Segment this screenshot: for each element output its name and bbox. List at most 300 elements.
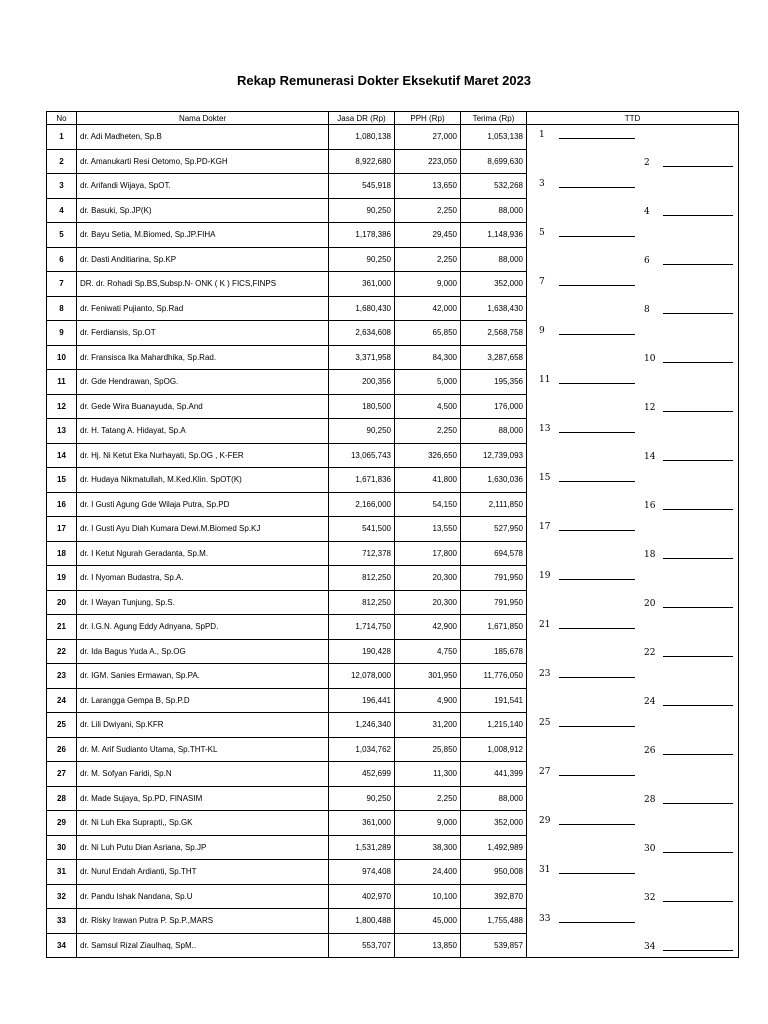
signature-number: 33 bbox=[539, 913, 551, 924]
cell-nama: dr. Gede Wira Buanayuda, Sp.And bbox=[77, 394, 329, 419]
signature-number: 3 bbox=[539, 178, 545, 189]
cell-no: 10 bbox=[47, 345, 77, 370]
table-row bbox=[47, 933, 739, 958]
cell-nama: dr. Ferdiansis, Sp.OT bbox=[77, 321, 329, 346]
signature-line bbox=[663, 950, 733, 951]
table-row bbox=[47, 149, 739, 174]
cell-pph: 10,100 bbox=[395, 884, 461, 909]
signature-line bbox=[559, 481, 635, 482]
signature-line bbox=[559, 579, 635, 580]
cell-nama: dr. Bayu Setia, M.Biomed, Sp.JP.FIHA bbox=[77, 223, 329, 248]
cell-no: 14 bbox=[47, 443, 77, 468]
signature-cell bbox=[527, 835, 739, 860]
cell-terima: 3,287,658 bbox=[461, 345, 527, 370]
signature-line bbox=[559, 432, 635, 433]
signature-line bbox=[663, 215, 733, 216]
signature-number: 24 bbox=[644, 697, 656, 707]
signature-cell bbox=[527, 566, 739, 591]
cell-no: 6 bbox=[47, 247, 77, 272]
signature-number: 10 bbox=[644, 354, 656, 364]
signature-number: 5 bbox=[539, 227, 545, 238]
table-row bbox=[47, 688, 739, 713]
cell-terima: 791,950 bbox=[461, 566, 527, 591]
cell-nama: dr. Basuki, Sp.JP(K) bbox=[77, 198, 329, 223]
cell-jasa: 712,378 bbox=[329, 541, 395, 566]
cell-terima: 88,000 bbox=[461, 198, 527, 223]
cell-no: 23 bbox=[47, 664, 77, 689]
table-row bbox=[47, 811, 739, 836]
cell-no: 33 bbox=[47, 909, 77, 934]
table-row bbox=[47, 125, 739, 150]
cell-no: 17 bbox=[47, 517, 77, 542]
signature-number: 20 bbox=[644, 599, 656, 609]
signature-line bbox=[663, 803, 733, 804]
cell-no: 21 bbox=[47, 615, 77, 640]
signature-cell bbox=[527, 786, 739, 811]
signature-number: 30 bbox=[644, 844, 656, 854]
table-row bbox=[47, 443, 739, 468]
signature-number: 16 bbox=[644, 501, 656, 511]
cell-pph: 42,000 bbox=[395, 296, 461, 321]
signature-number: 15 bbox=[539, 472, 551, 483]
cell-pph: 54,150 bbox=[395, 492, 461, 517]
signature-line bbox=[559, 138, 635, 139]
table-row bbox=[47, 174, 739, 199]
cell-nama: dr. I Gusti Ayu Diah Kumara Dewi.M.Biomed Sp.KJ bbox=[77, 517, 329, 542]
cell-pph: 2,250 bbox=[395, 419, 461, 444]
cell-no: 19 bbox=[47, 566, 77, 591]
cell-no: 28 bbox=[47, 786, 77, 811]
signature-line bbox=[559, 824, 635, 825]
cell-jasa: 545,918 bbox=[329, 174, 395, 199]
table-row bbox=[47, 198, 739, 223]
signature-line bbox=[559, 334, 635, 335]
cell-terima: 1,638,430 bbox=[461, 296, 527, 321]
signature-line bbox=[663, 460, 733, 461]
signature-line bbox=[663, 509, 733, 510]
header-nama: Nama Dokter bbox=[77, 112, 329, 125]
cell-nama: dr. I.G.N. Agung Eddy Adnyana, SpPD. bbox=[77, 615, 329, 640]
cell-pph: 2,250 bbox=[395, 247, 461, 272]
signature-number: 28 bbox=[644, 795, 656, 805]
cell-no: 18 bbox=[47, 541, 77, 566]
signature-line bbox=[663, 264, 733, 265]
signature-line bbox=[663, 705, 733, 706]
signature-line bbox=[663, 411, 733, 412]
signature-number: 31 bbox=[539, 864, 551, 875]
table-row bbox=[47, 321, 739, 346]
cell-pph: 4,900 bbox=[395, 688, 461, 713]
signature-line bbox=[559, 236, 635, 237]
cell-jasa: 402,970 bbox=[329, 884, 395, 909]
cell-jasa: 1,714,750 bbox=[329, 615, 395, 640]
cell-terima: 1,630,036 bbox=[461, 468, 527, 493]
table-row bbox=[47, 296, 739, 321]
cell-no: 11 bbox=[47, 370, 77, 395]
cell-nama: dr. Ni Luh Eka Suprapti,, Sp.GK bbox=[77, 811, 329, 836]
signature-cell bbox=[527, 615, 739, 640]
cell-jasa: 1,800,488 bbox=[329, 909, 395, 934]
table-row bbox=[47, 517, 739, 542]
cell-jasa: 90,250 bbox=[329, 198, 395, 223]
cell-nama: dr. I Nyoman Budastra, Sp.A. bbox=[77, 566, 329, 591]
signature-cell bbox=[527, 639, 739, 664]
header-pph: PPH (Rp) bbox=[395, 112, 461, 125]
signature-cell bbox=[527, 884, 739, 909]
signature-line bbox=[559, 726, 635, 727]
cell-jasa: 2,166,000 bbox=[329, 492, 395, 517]
cell-no: 3 bbox=[47, 174, 77, 199]
signature-number: 6 bbox=[644, 256, 650, 266]
cell-terima: 1,492,989 bbox=[461, 835, 527, 860]
cell-jasa: 12,078,000 bbox=[329, 664, 395, 689]
signature-cell bbox=[527, 541, 739, 566]
cell-terima: 791,950 bbox=[461, 590, 527, 615]
cell-nama: dr. H. Tatang A. Hidayat, Sp.A bbox=[77, 419, 329, 444]
signature-number: 14 bbox=[644, 452, 656, 462]
signature-line bbox=[663, 166, 733, 167]
cell-terima: 1,671,850 bbox=[461, 615, 527, 640]
cell-jasa: 1,671,836 bbox=[329, 468, 395, 493]
signature-cell bbox=[527, 198, 739, 223]
cell-nama: dr. I Ketut Ngurah Geradanta, Sp.M. bbox=[77, 541, 329, 566]
remuneration-table bbox=[46, 111, 739, 958]
signature-number: 29 bbox=[539, 815, 551, 826]
signature-line bbox=[559, 530, 635, 531]
table-row bbox=[47, 737, 739, 762]
cell-nama: dr. Hj. Ni Ketut Eka Nurhayati, Sp.OG , K-FER bbox=[77, 443, 329, 468]
cell-no: 26 bbox=[47, 737, 77, 762]
signature-cell bbox=[527, 762, 739, 787]
signature-cell bbox=[527, 174, 739, 199]
cell-jasa: 812,250 bbox=[329, 590, 395, 615]
cell-nama: dr. Hudaya Nikmatullah, M.Ked.Klin. SpOT(K) bbox=[77, 468, 329, 493]
table-row bbox=[47, 639, 739, 664]
cell-terima: 1,148,936 bbox=[461, 223, 527, 248]
cell-pph: 42,900 bbox=[395, 615, 461, 640]
cell-terima: 1,008,912 bbox=[461, 737, 527, 762]
cell-pph: 2,250 bbox=[395, 786, 461, 811]
cell-jasa: 553,707 bbox=[329, 933, 395, 958]
cell-no: 5 bbox=[47, 223, 77, 248]
table-row bbox=[47, 345, 739, 370]
cell-jasa: 90,250 bbox=[329, 786, 395, 811]
cell-no: 29 bbox=[47, 811, 77, 836]
cell-nama: dr. Samsul Rizal Ziaulhaq, SpM.. bbox=[77, 933, 329, 958]
cell-terima: 2,568,758 bbox=[461, 321, 527, 346]
signature-cell bbox=[527, 688, 739, 713]
cell-pph: 326,650 bbox=[395, 443, 461, 468]
signature-number: 23 bbox=[539, 668, 551, 679]
table-row bbox=[47, 370, 739, 395]
table-row bbox=[47, 664, 739, 689]
cell-jasa: 196,441 bbox=[329, 688, 395, 713]
cell-terima: 694,578 bbox=[461, 541, 527, 566]
signature-number: 13 bbox=[539, 423, 551, 434]
signature-line bbox=[663, 852, 733, 853]
cell-nama: dr. Ida Bagus Yuda A., Sp.OG bbox=[77, 639, 329, 664]
cell-jasa: 1,531,289 bbox=[329, 835, 395, 860]
cell-terima: 176,000 bbox=[461, 394, 527, 419]
document-title: Rekap Remunerasi Dokter Eksekutif Maret 2023 bbox=[236, 73, 532, 88]
cell-jasa: 2,634,608 bbox=[329, 321, 395, 346]
cell-no: 31 bbox=[47, 860, 77, 885]
cell-terima: 1,215,140 bbox=[461, 713, 527, 738]
cell-pph: 84,300 bbox=[395, 345, 461, 370]
signature-number: 27 bbox=[539, 766, 551, 777]
signature-line bbox=[663, 558, 733, 559]
cell-pph: 4,750 bbox=[395, 639, 461, 664]
signature-cell bbox=[527, 321, 739, 346]
table-row bbox=[47, 713, 739, 738]
signature-number: 25 bbox=[539, 717, 551, 728]
table-row bbox=[47, 566, 739, 591]
cell-pph: 9,000 bbox=[395, 811, 461, 836]
signature-cell bbox=[527, 713, 739, 738]
cell-terima: 1,053,138 bbox=[461, 125, 527, 150]
cell-pph: 223,050 bbox=[395, 149, 461, 174]
cell-jasa: 974,408 bbox=[329, 860, 395, 885]
signature-cell bbox=[527, 443, 739, 468]
signature-line bbox=[559, 285, 635, 286]
cell-jasa: 1,246,340 bbox=[329, 713, 395, 738]
signature-cell bbox=[527, 394, 739, 419]
cell-pph: 13,850 bbox=[395, 933, 461, 958]
signature-number: 18 bbox=[644, 550, 656, 560]
signature-cell bbox=[527, 811, 739, 836]
cell-terima: 1,755,488 bbox=[461, 909, 527, 934]
cell-pph: 13,650 bbox=[395, 174, 461, 199]
cell-terima: 195,356 bbox=[461, 370, 527, 395]
cell-jasa: 180,500 bbox=[329, 394, 395, 419]
signature-cell bbox=[527, 345, 739, 370]
cell-jasa: 90,250 bbox=[329, 247, 395, 272]
signature-cell bbox=[527, 419, 739, 444]
cell-nama: dr. Made Sujaya, Sp.PD, FINASIM bbox=[77, 786, 329, 811]
table-row bbox=[47, 615, 739, 640]
signature-line bbox=[663, 754, 733, 755]
cell-terima: 2,111,850 bbox=[461, 492, 527, 517]
cell-jasa: 8,922,680 bbox=[329, 149, 395, 174]
table-row bbox=[47, 247, 739, 272]
cell-jasa: 361,000 bbox=[329, 811, 395, 836]
cell-pph: 5,000 bbox=[395, 370, 461, 395]
signature-number: 2 bbox=[644, 158, 650, 168]
cell-nama: DR. dr. Rohadi Sp.BS,Subsp.N- ONK ( K ) FICS,FINPS bbox=[77, 272, 329, 297]
cell-terima: 12,739,093 bbox=[461, 443, 527, 468]
signature-number: 4 bbox=[644, 207, 650, 217]
cell-jasa: 1,080,138 bbox=[329, 125, 395, 150]
table-row bbox=[47, 884, 739, 909]
signature-cell bbox=[527, 223, 739, 248]
cell-nama: dr. Nurul Endah Ardianti, Sp.THT bbox=[77, 860, 329, 885]
cell-terima: 11,776,050 bbox=[461, 664, 527, 689]
cell-pph: 38,300 bbox=[395, 835, 461, 860]
signature-line bbox=[559, 677, 635, 678]
cell-nama: dr. Fransisca Ika Mahardhika, Sp.Rad. bbox=[77, 345, 329, 370]
signature-number: 26 bbox=[644, 746, 656, 756]
cell-no: 7 bbox=[47, 272, 77, 297]
cell-no: 30 bbox=[47, 835, 77, 860]
signature-cell bbox=[527, 370, 739, 395]
cell-pph: 25,850 bbox=[395, 737, 461, 762]
cell-nama: dr. I Wayan Tunjung, Sp.S. bbox=[77, 590, 329, 615]
cell-jasa: 190,428 bbox=[329, 639, 395, 664]
cell-jasa: 1,680,430 bbox=[329, 296, 395, 321]
cell-nama: dr. Dasti Anditiarina, Sp.KP bbox=[77, 247, 329, 272]
cell-terima: 88,000 bbox=[461, 419, 527, 444]
cell-pph: 65,850 bbox=[395, 321, 461, 346]
cell-nama: dr. Gde Hendrawan, SpOG. bbox=[77, 370, 329, 395]
signature-number: 9 bbox=[539, 325, 545, 336]
signature-cell bbox=[527, 517, 739, 542]
table-row bbox=[47, 541, 739, 566]
header-no: No bbox=[47, 112, 77, 125]
cell-pph: 4,500 bbox=[395, 394, 461, 419]
signature-line bbox=[559, 922, 635, 923]
signature-line bbox=[559, 873, 635, 874]
cell-no: 9 bbox=[47, 321, 77, 346]
signature-cell bbox=[527, 125, 739, 150]
cell-nama: dr. Ni Luh Putu Dian Asriana, Sp.JP bbox=[77, 835, 329, 860]
cell-nama: dr. Adi Madheten, Sp.B bbox=[77, 125, 329, 150]
cell-pph: 27,000 bbox=[395, 125, 461, 150]
cell-nama: dr. IGM. Sanies Ermawan, Sp.PA. bbox=[77, 664, 329, 689]
signature-line bbox=[663, 607, 733, 608]
cell-pph: 29,450 bbox=[395, 223, 461, 248]
table-row bbox=[47, 909, 739, 934]
signature-number: 12 bbox=[644, 403, 656, 413]
cell-nama: dr. Larangga Gempa B, Sp.P.D bbox=[77, 688, 329, 713]
table-header-row bbox=[47, 112, 739, 125]
signature-line bbox=[559, 628, 635, 629]
cell-jasa: 1,178,386 bbox=[329, 223, 395, 248]
cell-terima: 532,268 bbox=[461, 174, 527, 199]
cell-no: 22 bbox=[47, 639, 77, 664]
cell-jasa: 3,371,958 bbox=[329, 345, 395, 370]
signature-number: 11 bbox=[539, 374, 551, 385]
cell-terima: 950,008 bbox=[461, 860, 527, 885]
cell-pph: 13,550 bbox=[395, 517, 461, 542]
cell-terima: 539,857 bbox=[461, 933, 527, 958]
signature-line bbox=[559, 187, 635, 188]
cell-pph: 20,300 bbox=[395, 566, 461, 591]
signature-line bbox=[559, 775, 635, 776]
signature-number: 7 bbox=[539, 276, 545, 287]
cell-nama: dr. Amanukarti Resi Oetomo, Sp.PD-KGH bbox=[77, 149, 329, 174]
cell-terima: 441,399 bbox=[461, 762, 527, 787]
cell-terima: 527,950 bbox=[461, 517, 527, 542]
cell-jasa: 541,500 bbox=[329, 517, 395, 542]
cell-jasa: 13,065,743 bbox=[329, 443, 395, 468]
cell-no: 4 bbox=[47, 198, 77, 223]
cell-jasa: 452,699 bbox=[329, 762, 395, 787]
cell-no: 32 bbox=[47, 884, 77, 909]
cell-no: 2 bbox=[47, 149, 77, 174]
cell-no: 25 bbox=[47, 713, 77, 738]
cell-pph: 9,000 bbox=[395, 272, 461, 297]
signature-line bbox=[663, 901, 733, 902]
signature-cell bbox=[527, 933, 739, 958]
cell-terima: 8,699,630 bbox=[461, 149, 527, 174]
signature-cell bbox=[527, 272, 739, 297]
signature-line bbox=[663, 313, 733, 314]
cell-terima: 352,000 bbox=[461, 272, 527, 297]
cell-nama: dr. Arifandi Wijaya, SpOT. bbox=[77, 174, 329, 199]
signature-cell bbox=[527, 737, 739, 762]
cell-pph: 2,250 bbox=[395, 198, 461, 223]
signature-cell bbox=[527, 468, 739, 493]
signature-cell bbox=[527, 860, 739, 885]
signature-cell bbox=[527, 492, 739, 517]
cell-no: 27 bbox=[47, 762, 77, 787]
cell-no: 24 bbox=[47, 688, 77, 713]
table-row bbox=[47, 468, 739, 493]
cell-nama: dr. I Gusti Agung Gde Wilaja Putra, Sp.PD bbox=[77, 492, 329, 517]
signature-cell bbox=[527, 909, 739, 934]
cell-jasa: 1,034,762 bbox=[329, 737, 395, 762]
cell-pph: 301,950 bbox=[395, 664, 461, 689]
cell-terima: 352,000 bbox=[461, 811, 527, 836]
cell-jasa: 200,356 bbox=[329, 370, 395, 395]
table-row bbox=[47, 786, 739, 811]
cell-no: 1 bbox=[47, 125, 77, 150]
signature-number: 19 bbox=[539, 570, 551, 581]
signature-number: 21 bbox=[539, 619, 551, 630]
header-ttd: TTD bbox=[527, 112, 739, 125]
cell-nama: dr. M. Arif Sudianto Utama, Sp.THT-KL bbox=[77, 737, 329, 762]
cell-terima: 88,000 bbox=[461, 786, 527, 811]
cell-no: 15 bbox=[47, 468, 77, 493]
cell-no: 8 bbox=[47, 296, 77, 321]
cell-pph: 41,800 bbox=[395, 468, 461, 493]
table-row bbox=[47, 835, 739, 860]
cell-pph: 20,300 bbox=[395, 590, 461, 615]
signature-cell bbox=[527, 590, 739, 615]
cell-terima: 185,678 bbox=[461, 639, 527, 664]
table-row bbox=[47, 492, 739, 517]
header-terima: Terima (Rp) bbox=[461, 112, 527, 125]
signature-number: 34 bbox=[644, 942, 656, 952]
cell-nama: dr. Lili Dwiyani, Sp.KFR bbox=[77, 713, 329, 738]
signature-line bbox=[663, 362, 733, 363]
cell-pph: 17,800 bbox=[395, 541, 461, 566]
signature-number: 8 bbox=[644, 305, 650, 315]
signature-number: 32 bbox=[644, 893, 656, 903]
signature-cell bbox=[527, 247, 739, 272]
cell-no: 34 bbox=[47, 933, 77, 958]
table-row bbox=[47, 223, 739, 248]
table-row bbox=[47, 590, 739, 615]
cell-terima: 392,870 bbox=[461, 884, 527, 909]
cell-nama: dr. Risky Irawan Putra P. Sp.P.,MARS bbox=[77, 909, 329, 934]
cell-pph: 31,200 bbox=[395, 713, 461, 738]
cell-no: 13 bbox=[47, 419, 77, 444]
table-row bbox=[47, 419, 739, 444]
table-row bbox=[47, 272, 739, 297]
table-row bbox=[47, 860, 739, 885]
table-row bbox=[47, 394, 739, 419]
signature-cell bbox=[527, 149, 739, 174]
cell-jasa: 361,000 bbox=[329, 272, 395, 297]
header-jasa: Jasa DR (Rp) bbox=[329, 112, 395, 125]
cell-nama: dr. Pandu Ishak Nandana, Sp.U bbox=[77, 884, 329, 909]
cell-no: 12 bbox=[47, 394, 77, 419]
signature-number: 1 bbox=[539, 130, 545, 140]
table-row bbox=[47, 762, 739, 787]
cell-pph: 45,000 bbox=[395, 909, 461, 934]
cell-pph: 11,300 bbox=[395, 762, 461, 787]
